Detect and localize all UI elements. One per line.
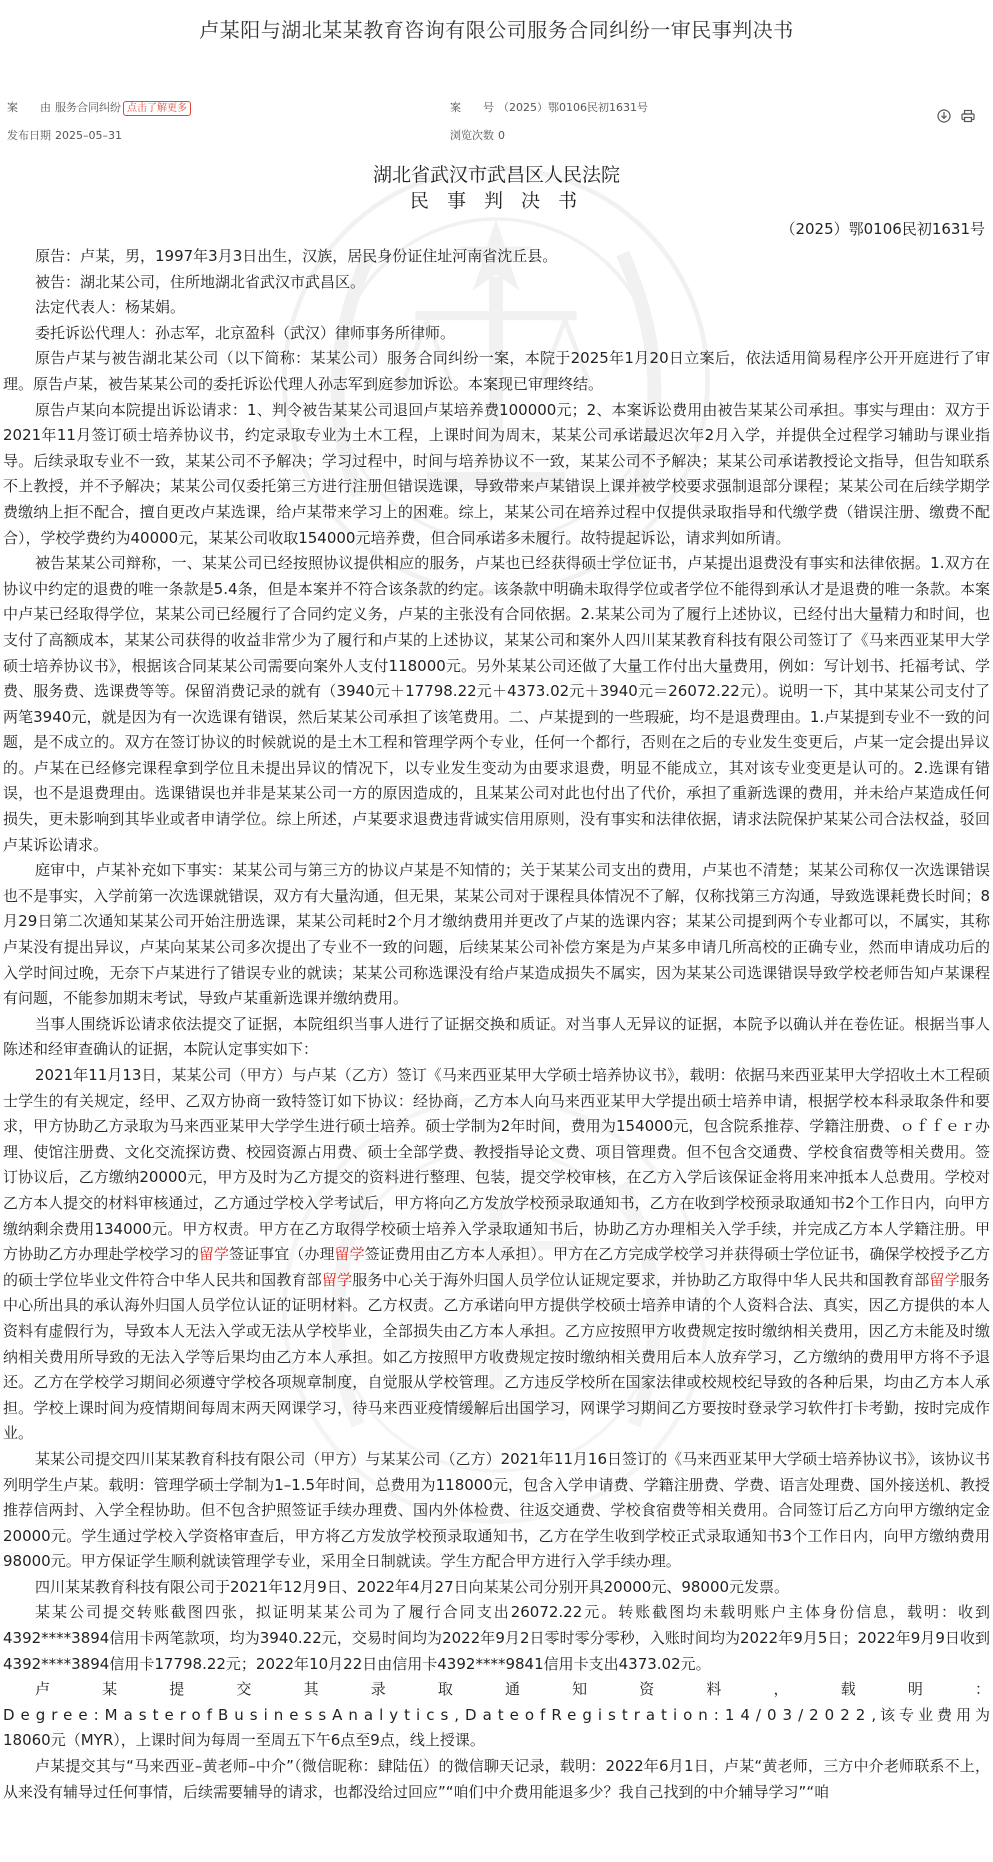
agreement-text-e: 服务中心所出具的承认海外归国人员学位认证的证明材料。乙方权责。乙方承诺向甲方提供学校硕士培养申请的个人资料合法、真实，因乙方提供的本人资料有虚假行为，导致本人无法入学或无法从学校毕业，全部损失由乙方本人承担。乙方应按照甲方收费规定按时缴纳相关费用，因乙方未能及时缴纳相关费用所导致的无法入学等后果均由乙方本人承担。如乙方按照甲方收费规定按时缴纳相关费用后本人放弃学习，乙方缴纳的费用甲方将不予退还。乙方在学校学习期间必须遵守学校各项规章制度，自觉服从学校管理。乙方违反学校所在国家法律或校规校纪导致的各种后果，均由乙方本人承担。学校上课时间为疫情期间每周末两天网课学习，待马来西亚疫情缓解后出国学习，网课学习期间乙方要按时登录学习软件打卡考勤，按时完成作业。 (3, 1270, 990, 1443)
document-case-number: （2025）鄂0106民初1631号 (780, 220, 985, 238)
judgment-body (3, 244, 990, 1805)
agreement-text-b: 签证事宜（办理 (229, 1245, 335, 1264)
document-type: 民 事 判 决 书 (409, 190, 584, 212)
agreement-paragraph (3, 1063, 990, 1447)
wechat-record-paragraph: 卢某提交其与“马来西亚–黄老师–中介”（微信昵称：肆陆伍）的微信聊天记录，载明：2022年6月1日，卢某“黄老师，三方中介老师联系不上，从来没有辅导过任何事情，后续需要辅导的请求，也都没给过回应”“咱们中介费用能退多少？我自己找到的中介辅导学习”“咱 (3, 1757, 990, 1801)
highlight-term[interactable]: 留学 (334, 1245, 365, 1264)
page-title: 卢某阳与湖北某某教育咨询有限公司服务合同纠纷一审民事判决书 (199, 18, 794, 42)
learn-more-link[interactable]: 点击了解更多 (123, 101, 191, 116)
publish-date (7, 127, 122, 143)
case-number-value: （2025）鄂0106民初1631号 (498, 101, 648, 114)
highlight-term[interactable]: 留学 (198, 1245, 230, 1264)
admission-text-a: 卢某提交其录取通知资料，载明： (35, 1680, 990, 1699)
download-icon[interactable] (937, 112, 955, 127)
claims-paragraph: 原告卢某向本院提出诉讼请求：1、判令被告某某公司退回卢某培养费100000元；2、本案诉讼费用由被告某某公司承担。事实与理由：双方于2021年11月签订硕士培养协议书，约定录取专业为土木工程，上课时间为周末，某某公司承诺最迟次年2月入学，并提供全过程学习辅助与课业指导。后续录取专业不一致，某某公司不予解决；学习过程中，时间与培养协议不一致，某某公司不予解决；某某公司承诺教授论文指导，但告知联系不上教授，并不予解决；某某公司仅委托第三方进行注册但错误选课，导致带来卢某错误上课并被学校要求强制退部分课程；某某公司在后续学期学费缴纳上拒不配合，擅自更改卢某选课，给卢某带来学习上的困难。综上，某某公司在培养过程中仅提供录取指导和代缴学费（错误注册、缴费不配合），学校学费约为40000元，某某公司收取154000元培养费，但合同承诺多未履行。故特提起诉讼，请求判如所请。 (3, 400, 990, 547)
defendant-paragraph: 被告：湖北某公司，住所地湖北省武汉市武昌区。 (35, 272, 366, 291)
third-party-agreement-paragraph: 某某公司提交四川某某教育科技有限公司（甲方）与某某公司（乙方）2021年11月16日签订的《马来西亚某甲大学硕士培养协议书》，该协议书列明学生卢某。载明：管理学硕士学制为1–1.5年时间，总费用为118000元，包含入学申请费、学籍注册费、学费、语言处理费、国外接送机、教授推荐信两封、入学全程协助。但不包含护照签证手续办理费、国内外体检费、往返交通费、学校食宿费等相关费用。合同签订后乙方向甲方缴纳定金20000元。学生通过学校入学资格审查后，甲方将乙方发放学校预录取通知书，乙方在学生收到学校正式录取通知书3个工作日内，向甲方缴纳费用98000元。甲方保证学生顺利就读管理学专业，采用全日制就读。学生方配合甲方进行入学手续办理。 (3, 1449, 990, 1571)
publish-date-value: 2025–05–31 (55, 129, 122, 142)
admission-degree-text: Degree:MasterofBusinessAnalytics,DateofRegistration:14/03/2022 (3, 1705, 872, 1724)
case-cause (7, 99, 191, 116)
case-number (450, 99, 648, 115)
case-number-label: 案 号 (450, 101, 494, 114)
highlight-term[interactable]: 留学 (929, 1270, 960, 1289)
trial-facts-paragraph: 庭审中，卢某补充如下事实：某某公司与第三方的协议卢某是不知情的；关于某某公司支出的费用，卢某也不清楚；某某公司称仅一次选课错误也不是事实，入学前第一次选课就错误，双方有大量沟通，但无果，某某公司对于课程具体情况不了解，仅称找第三方沟通，导致选课耗费长时间；8月29日第二次通知某某公司开始注册选课，某某公司耗时2个月才缴纳费用并更改了卢某的选课内容；某某公司提到两个专业都可以，不属实，其称卢某没有提出异议，卢某向某某公司多次提出了专业不一致的问题，后续某某公司补偿方案是为卢某多申请几所高校的正确专业，然而申请成功后的入学时间过晚，无奈下卢某进行了错误专业的就读；某某公司称选课没有给卢某造成损失不属实，因为某某公司选课错误导致学校老师告知卢某课程有问题，不能参加期末考试，导致卢某重新选课并缴纳费用。 (3, 861, 990, 1008)
transfer-paragraph: 某某公司提交转账截图四张，拟证明某某公司为了履行合同支出26072.22元。转账截图均未载明账户主体身份信息，载明：收到4392****3894信用卡两笔款项，均为3940.22元，交易时间均为2022年9月2日零时零分零秒，入账时间均为2022年9月5日；2022年9月9日收到4392****3894信用卡17798.22元；2022年10月22日由信用卡4392****9841信用卡支出4373.02元。 (3, 1603, 990, 1673)
view-count-value: 0 (498, 129, 505, 142)
view-count-label: 浏览次数 (450, 129, 494, 142)
highlight-term[interactable]: 留学 (321, 1270, 353, 1289)
agreement-text-d: 服务中心关于海外归国人员学位认证规定要求，并协助乙方取得中华人民共和国教育部 (352, 1270, 930, 1289)
case-cause-label: 案 由 (7, 101, 51, 114)
toolbar (931, 109, 975, 127)
evidence-paragraph: 当事人围绕诉讼请求依法提交了证据，本院组织当事人进行了证据交换和质证。对当事人无异议的证据，本院予以确认并在卷佐证。根据当事人陈述和经审查确认的证据，本院认定事实如下： (3, 1014, 990, 1059)
legal-rep-paragraph: 法定代表人：杨某娟。 (35, 298, 186, 317)
view-count (450, 127, 505, 143)
admission-paragraph (3, 1677, 990, 1754)
invoice-paragraph: 四川某某教育科技有限公司于2021年12月9日、2022年4月27日向某某公司分别开具20000元、98000元发票。 (35, 1577, 790, 1596)
plaintiff-paragraph: 原告：卢某，男，1997年3月3日出生，汉族，居民身份证住址河南省沈丘县。 (35, 247, 558, 265)
publish-date-label: 发布日期 (7, 129, 51, 142)
defense-paragraph: 被告某某公司辩称，一、某某公司已经按照协议提供相应的服务，卢某也已经获得硕士学位证书，卢某提出退费没有事实和法律依据。1.双方在协议中约定的退费的唯一条款是5.4条，但是本案并不符合该条款的约定。该条款中明确未取得学位或者学位不能得到承认才是退费的唯一条款。本案中卢某已经取得学位，某某公司已经履行了合同约定义务，卢某的主张没有合同依据。2.某某公司为了履行上述协议，已经付出大量精力和时间，也支付了高额成本，某某公司获得的收益非常少为了履行和卢某的上述协议，某某公司和案外人四川某某教育科技有限公司签订了《马来西亚某甲大学硕士培养协议书》，根据该合同某某公司需要向案外人支付118000元。另外某某公司还做了大量工作付出大量费用，例如：写计划书、托福考试、学费、服务费、选课费等等。保留消费记录的就有（3940元＋17798.22元＋4373.02元＋3940元＝26072.22元）。说明一下，其中某某公司支付了两笔3940元，就是因为有一次选课有错误，然后某某公司承担了该笔费用。二、卢某提到的一些瑕疵，均不是退费理由。1.卢某提到专业不一致的问题，是不成立的。双方在签订协议的时候就说的是土木工程和管理学两个专业，任何一个都行，否则在之后的专业发生变更后，卢某一定会提出异议的。卢某在已经修完课程拿到学位且未提出异议的情况下，以专业发生变动为由要求退费，明显不能成立，其对该专业变更是认可的。2.选课有错误，也不是退费理由。选课错误也并非是某某公司一方的原因造成的，且某某公司对此也付出了代价，承担了重新选课的费用，并未给卢某造成任何损失，更未影响到其毕业或者申请学位。综上所述，卢某要求退费违背诚实信用原则，没有事实和法律依据，请求法院保护某某公司合法权益，驳回卢某诉讼请求。 (3, 554, 990, 854)
case-intro-paragraph: 原告卢某与被告湖北某公司（以下简称：某某公司）服务合同纠纷一案，本院于2025年1月20日立案后，依法适用简易程序公开开庭进行了审理。原告卢某，被告某某公司的委托诉讼代理人孙志军到庭参加诉讼。本案现已审理终结。 (3, 349, 990, 393)
court-name: 湖北省武汉市武昌区人民法院 (372, 164, 620, 186)
agreement-text-a: 2021年11月13日，某某公司（甲方）与卢某（乙方）签订《马来西亚某甲大学硕士培养协议书》，载明：依据马来西亚某甲大学招收土木工程硕士学生的有关规定，经甲、乙双方协商一致特签订如下协议：经协商，乙方本人向马来西亚某甲大学提出硕士培养申请，根据学校本科录取条件和要求，甲方协助乙方录取为马来西亚某甲大学学生进行硕士培养。硕士学制为2年时间，费用为154000元，包含院系推荐、学籍注册费、ｏｆｆｅｒ办理、使馆注册费、文化交流探访费、校园资源占用费、硕士全部学费、教授指导论文费、项目管理费。但不包含交通费、学校食宿费等相关费用。签订协议后，乙方缴纳20000元，甲方及时为乙方提交的资料进行整理、包装，提交学校审核，在乙方入学后该保证金将用来冲抵本人总费用。学校对乙方本人提交的材料审核通过，乙方通过学校入学考试后，甲方将向乙方发放学校预录取通知书，乙方在收到学校预录取通知书2个工作日内，向甲方缴纳剩余费用134000元。甲方权责。甲方在乙方取得学校硕士培养入学录取通知书后，协助乙方办理相关入学手续，并完成乙方本人学籍注册。甲方协助乙方办理赴学校学习的 (3, 1066, 990, 1264)
agreement-text-c: 签证费用由乙方本人承担）。甲方在乙方完成学校学习并获得硕士学位证书，确保学校授予乙方的硕士学位毕业文件符合中华人民共和国教育部 (3, 1245, 990, 1289)
admission-text-c: ,该专业费用为18060元（MYR），上课时间为每周一至周五下午6点至9点，线上授课。 (3, 1705, 990, 1750)
case-cause-value: 服务合同纠纷 (55, 101, 121, 114)
agent-paragraph: 委托诉讼代理人：孙志军，北京盈科（武汉）律师事务所律师。 (35, 323, 456, 342)
print-icon[interactable] (961, 112, 975, 127)
